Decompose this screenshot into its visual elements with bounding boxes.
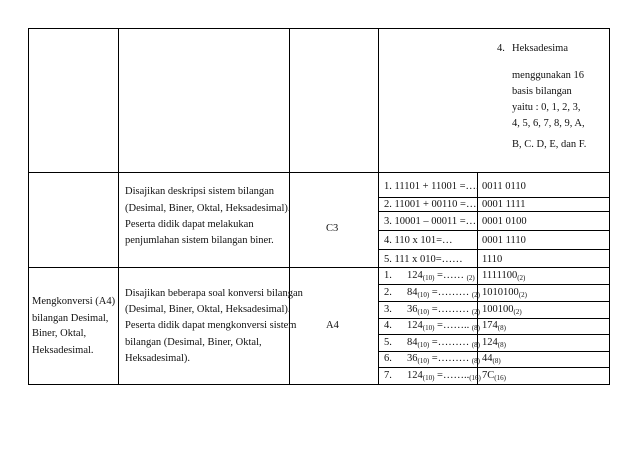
item-border <box>378 284 610 285</box>
row-border-bottom <box>28 384 610 385</box>
item-border <box>378 367 610 368</box>
item-question: $36_{(10)}$ =……… $_{(8)}$ <box>407 353 481 365</box>
competency-line: bilangan Desimal, <box>32 313 109 324</box>
answer: 0001 1110 <box>482 235 526 246</box>
answer: 1110 <box>482 254 503 265</box>
item-answer: $174_{(8)}$ <box>482 320 506 332</box>
item-border <box>378 301 610 302</box>
item-question: $124_{(10)}$ =…… $_{(2)}$ <box>407 270 475 282</box>
note-line: yaitu : 0, 1, 2, 3, <box>512 102 581 113</box>
item-border <box>378 334 610 335</box>
item-answer: $44_{(8)}$ <box>482 353 501 365</box>
note-line: basis bilangan <box>512 86 572 97</box>
item-number: 5. <box>384 337 392 348</box>
item-border <box>378 230 610 231</box>
row-border-top <box>28 28 610 29</box>
competency-line: Mengkonversi (A4) <box>32 296 116 307</box>
indicator-line: (Desimal, Biner, Oktal, Heksadesimal). <box>125 203 291 214</box>
competency-line: Biner, Oktal, <box>32 328 87 339</box>
question: 4. 110 x 101=… <box>384 235 453 246</box>
col-border <box>28 28 29 385</box>
note-line: Heksadesima <box>512 43 568 54</box>
item-question: $36_{(10)}$ =……… $_{(2)}$ <box>407 304 481 316</box>
note-number: 4. <box>497 43 505 54</box>
item-answer: $1111100_{(2)}$ <box>482 270 526 282</box>
col-border <box>609 28 610 385</box>
item-number: 1. <box>384 270 392 281</box>
note-line: menggunakan 16 <box>512 70 585 81</box>
item-border <box>378 351 610 352</box>
question: 5. 111 x 010=…… <box>384 254 463 265</box>
item-border <box>378 211 610 212</box>
indicator-line: Heksadesimal). <box>125 353 191 364</box>
row-border-a4-top <box>28 267 610 268</box>
indicator-line: penjumlahan sistem bilangan biner. <box>125 235 274 246</box>
item-border <box>378 197 610 198</box>
question: 2. 11001 + 00110 =… <box>384 199 477 210</box>
item-number: 6. <box>384 353 392 364</box>
answer: 0001 1111 <box>482 199 526 210</box>
item-border <box>378 318 610 319</box>
item-number: 7. <box>384 370 392 381</box>
item-number: 2. <box>384 287 392 298</box>
item-border <box>378 249 610 250</box>
indicator-line: Disajikan beberapa soal konversi bilangan <box>125 288 303 299</box>
col-border <box>118 28 119 385</box>
indicator-line: Peserta didik dapat melakukan <box>125 219 254 230</box>
item-question: $124_{(10)}$ $=\dots\dots.._{(16)}$ <box>407 370 481 382</box>
col-border <box>378 28 379 385</box>
item-question: $84_{(10)}$ =……… $_{(2)}$ <box>407 287 481 299</box>
item-answer: $7C_{(16)}$ <box>482 370 506 382</box>
question: 1. 11101 + 11001 =…. <box>384 181 479 192</box>
item-answer: $100100_{(2)}$ <box>482 304 522 316</box>
answer: 0001 0100 <box>482 216 527 227</box>
row-border-c3-top <box>28 172 610 173</box>
indicator-line: Disajikan deskripsi sistem bilangan <box>125 186 275 197</box>
question: 3. 10001 – 00011 =… <box>384 216 477 227</box>
indicator-line: bilangan (Desimal, Biner, Oktal, <box>125 337 262 348</box>
item-number: 3. <box>384 304 392 315</box>
item-answer: $1010100_{(2)}$ <box>482 287 527 299</box>
item-number: 4. <box>384 320 392 331</box>
indicator-line: Peserta didik dapat mengkonversi sistem <box>125 320 297 331</box>
item-question: $124_{(10)}$ =…….. $_{(8)}$ <box>407 320 481 332</box>
competency-line: Heksadesimal. <box>32 345 94 356</box>
note-line: 4, 5, 6, 7, 8, 9, A, <box>512 118 585 129</box>
item-answer: $124_{(8)}$ <box>482 337 506 349</box>
note-line: B, C. D, E, dan F. <box>512 139 587 150</box>
cognitive-level: C3 <box>326 223 339 234</box>
cognitive-level: A4 <box>326 320 339 331</box>
item-question: $84_{(10)}$ =……… $_{(8)}$ <box>407 337 481 349</box>
indicator-line: (Desimal, Biner, Oktal, Heksadesimal). <box>125 304 291 315</box>
answer: 0011 0110 <box>482 181 526 192</box>
